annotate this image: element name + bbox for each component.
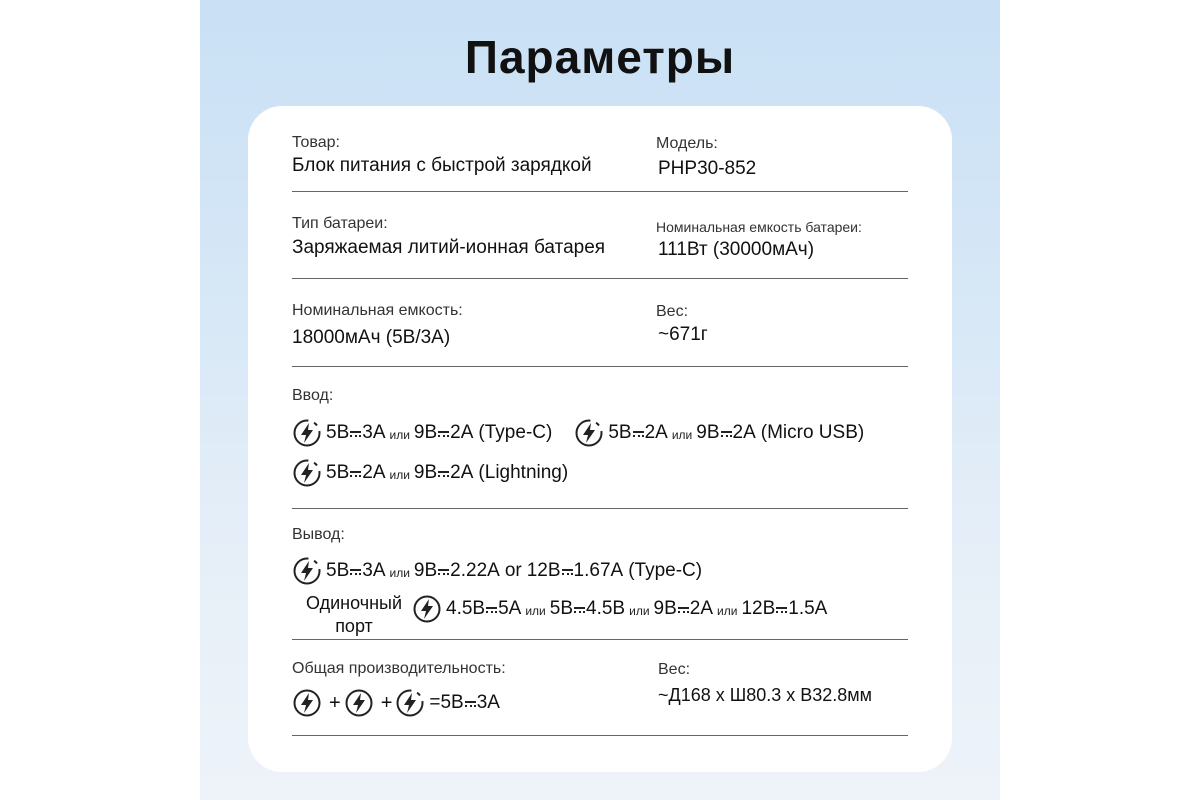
fast-charge-icon xyxy=(344,688,374,718)
dc-symbol xyxy=(465,700,476,709)
product-label: Товар: xyxy=(292,134,340,151)
fast-charge-icon xyxy=(292,418,322,448)
dc-symbol xyxy=(438,430,449,439)
input-typec: 5В 3А или 9В 2А (Type-C) xyxy=(292,418,552,448)
fast-charge-icon xyxy=(292,458,322,488)
weight-value: ~671г xyxy=(658,324,708,345)
dc-symbol xyxy=(438,568,449,577)
output-line-1 xyxy=(292,556,724,586)
dc-symbol xyxy=(562,568,573,577)
output-line-2: 4.5В 5А или 5В 4.5В или 9В 2А или 12В 1.5А xyxy=(412,594,827,624)
fast-charge-icon xyxy=(292,688,322,718)
nominal-battery-label: Номинальная емкость батареи: xyxy=(656,219,862,235)
battery-type-value: Заряжаемая литий-ионная батарея xyxy=(292,237,606,258)
divider xyxy=(292,278,908,279)
input-lightning: 5В 2А или 9В 2А (Lightning) xyxy=(292,458,568,488)
size-label: Вес: xyxy=(658,661,691,678)
fast-charge-icon xyxy=(395,688,425,718)
battery-type-label: Тип батареи: xyxy=(292,215,388,232)
input-line-2 xyxy=(292,458,590,488)
divider xyxy=(292,508,908,509)
nominal-battery-value: 111Вт (30000мАч) xyxy=(658,239,815,260)
dc-symbol xyxy=(350,568,361,577)
size-value: ~Д168 x Ш80.3 x В32.8мм xyxy=(658,685,873,705)
divider xyxy=(292,366,908,367)
nominal-capacity-value: 18000мАч (5В/3А) xyxy=(292,327,451,348)
fast-charge-icon xyxy=(574,418,604,448)
model-label: Модель: xyxy=(656,135,718,152)
background-panel xyxy=(200,0,1000,800)
fast-charge-icon xyxy=(412,594,442,624)
divider xyxy=(292,191,908,192)
dc-symbol xyxy=(350,430,361,439)
input-micro: 5В 2А или 9В 2А (Micro USB) xyxy=(574,418,864,448)
fast-charge-icon xyxy=(292,556,322,586)
total-label: Общая производительность: xyxy=(292,660,506,677)
product-value: Блок питания с быстрой зарядкой xyxy=(292,155,592,176)
input-line-1 xyxy=(292,418,886,448)
dc-symbol xyxy=(438,470,449,479)
nominal-capacity-label: Номинальная емкость: xyxy=(292,302,463,319)
dc-symbol xyxy=(350,470,361,479)
total-formula: + + =5В 3А xyxy=(292,688,500,718)
dc-symbol xyxy=(574,606,585,615)
page-title: Параметры xyxy=(464,31,736,83)
single-port-label: Одиночный порт xyxy=(305,593,403,636)
dc-symbol xyxy=(776,606,787,615)
dc-symbol xyxy=(678,606,689,615)
divider xyxy=(292,639,908,640)
divider xyxy=(292,735,908,736)
dc-symbol xyxy=(633,430,644,439)
dc-symbol xyxy=(721,430,732,439)
output-typec: 5В 3А или 9В 2.22A or 12В 1.67A (Type-C) xyxy=(292,556,702,586)
model-value: PHP30-852 xyxy=(658,158,757,179)
output-label: Вывод: xyxy=(292,526,345,543)
weight-label: Вес: xyxy=(656,303,689,320)
input-label: Ввод: xyxy=(292,387,334,404)
specs-card xyxy=(248,106,952,772)
dc-symbol xyxy=(486,606,497,615)
